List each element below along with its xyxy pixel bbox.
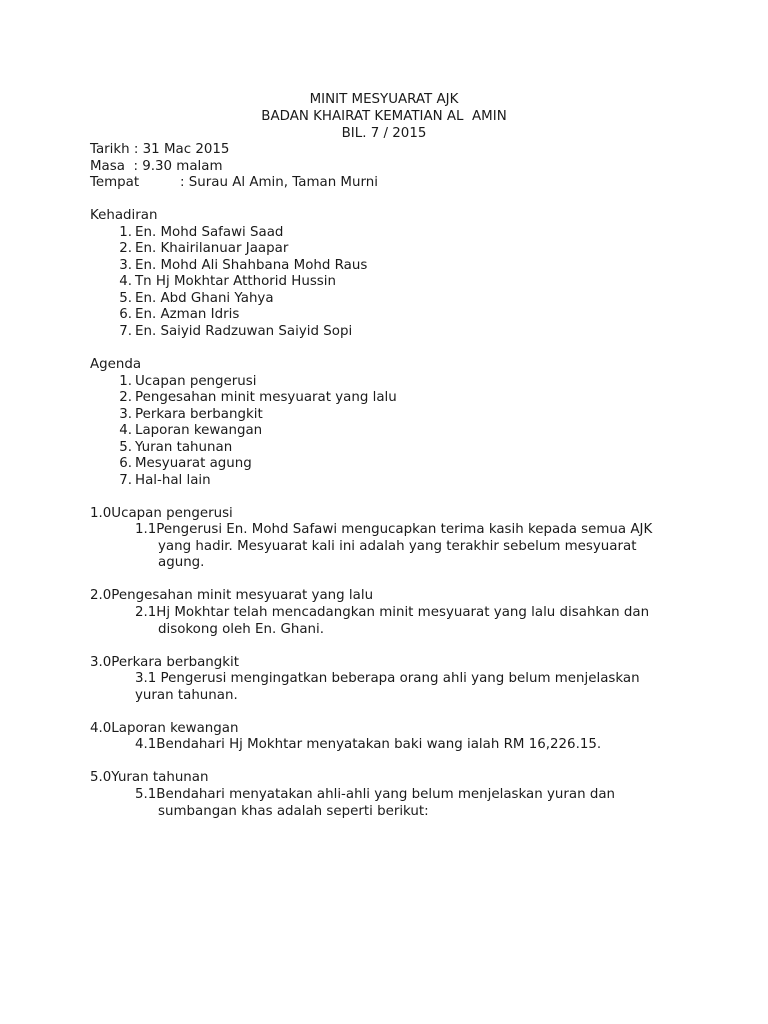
attendee: En. Mohd Ali Shahbana Mohd Raus [135, 258, 368, 273]
agenda-item: Pengesahan minit mesyuarat yang lalu [135, 390, 397, 405]
agenda-item: Perkara berbangkit [135, 407, 263, 422]
section-paragraph-line: disokong oleh En. Ghani. [158, 622, 324, 637]
list-item-number: 5. [119, 291, 132, 306]
list-item-number: 1. [119, 225, 132, 240]
section-paragraph-line: yang hadir. Mesyuarat kali ini adalah yang terakhir sebelum mesyuarat [158, 539, 637, 554]
meeting-place-value: : Surau Al Amin, Taman Murni [180, 175, 378, 190]
section-paragraph-line: 3.1 Pengerusi mengingatkan beberapa orang ahli yang belum menjelaskan [135, 671, 640, 686]
attendee: En. Mohd Safawi Saad [135, 225, 284, 240]
list-item-number: 5. [119, 440, 132, 455]
agenda-item: Ucapan pengerusi [135, 374, 257, 389]
section-paragraph-line: 2.1Hj Mokhtar telah mencadangkan minit mesyuarat yang lalu disahkan dan [135, 605, 650, 620]
attendee: En. Azman Idris [135, 307, 240, 322]
agenda-item: Mesyuarat agung [135, 456, 252, 471]
section-paragraph-line: 1.1Pengerusi En. Mohd Safawi mengucapkan terima kasih kepada semua AJK [135, 522, 653, 537]
meeting-number: BIL. 7 / 2015 [341, 126, 427, 141]
agenda-item: Hal-hal lain [135, 473, 211, 488]
agenda-heading: Agenda [90, 357, 142, 372]
agenda-item: Yuran tahunan [135, 440, 233, 455]
section-paragraph-line: sumbangan khas adalah seperti berikut: [158, 804, 429, 819]
list-item-number: 2. [119, 241, 132, 256]
list-item-number: 4. [119, 274, 132, 289]
attendee: Tn Hj Mokhtar Atthorid Hussin [135, 274, 336, 289]
section-paragraph-line: agung. [158, 555, 205, 570]
meeting-date: Tarikh : 31 Mac 2015 [90, 142, 230, 157]
section-paragraph-line: 4.1Bendahari Hj Mokhtar menyatakan baki wang ialah RM 16,226.15. [135, 737, 602, 752]
section-heading: 4.0Laporan kewangan [90, 721, 239, 736]
list-item-number: 6. [119, 456, 132, 471]
list-item-number: 7. [119, 324, 132, 339]
organization-name: BADAN KHAIRAT KEMATIAN AL AMIN [261, 109, 507, 124]
list-item-number: 6. [119, 307, 132, 322]
attendee: En. Abd Ghani Yahya [135, 291, 274, 306]
agenda-item: Laporan kewangan [135, 423, 263, 438]
section-heading: 1.0Ucapan pengerusi [90, 506, 233, 521]
meeting-place-label: Tempat [90, 175, 140, 190]
attendee: En. Khairilanuar Jaapar [135, 241, 289, 256]
document-title: MINIT MESYUARAT AJK [309, 92, 459, 107]
list-item-number: 4. [119, 423, 132, 438]
section-heading: 3.0Perkara berbangkit [90, 655, 239, 670]
section-heading: 5.0Yuran tahunan [90, 770, 209, 785]
section-paragraph-line: 5.1Bendahari menyatakan ahli-ahli yang belum menjelaskan yuran dan [135, 787, 616, 802]
list-item-number: 1. [119, 374, 132, 389]
section-heading: 2.0Pengesahan minit mesyuarat yang lalu [90, 588, 374, 603]
list-item-number: 2. [119, 390, 132, 405]
list-item-number: 3. [119, 258, 132, 273]
list-item-number: 3. [119, 407, 132, 422]
list-item-number: 7. [119, 473, 132, 488]
section-paragraph-line: yuran tahunan. [135, 688, 238, 703]
attendance-heading: Kehadiran [90, 208, 158, 223]
meeting-time: Masa : 9.30 malam [90, 159, 223, 174]
attendee: En. Saiyid Radzuwan Saiyid Sopi [135, 324, 353, 339]
